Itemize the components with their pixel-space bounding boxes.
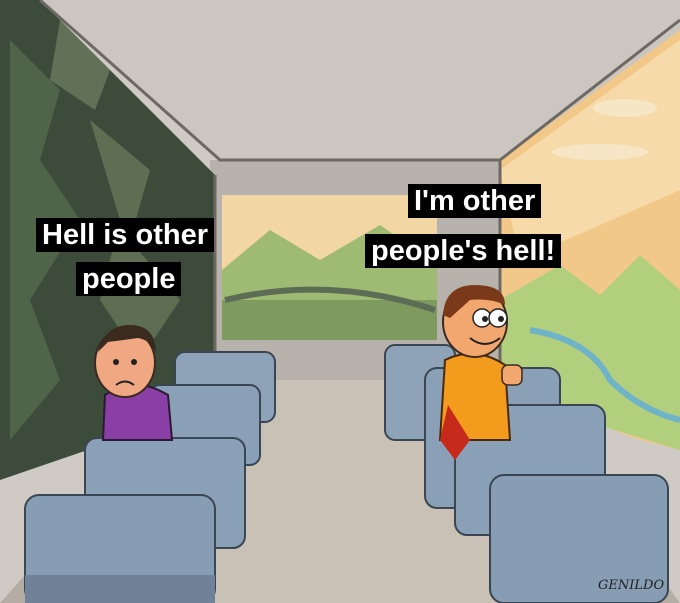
- right-caption-line2: people's hell!: [365, 234, 561, 268]
- left-caption-line1: Hell is other: [36, 218, 214, 252]
- right-caption-line1: I'm other: [408, 184, 541, 218]
- artist-signature: GENILDO: [598, 578, 665, 593]
- left-caption-line2: people: [76, 262, 181, 296]
